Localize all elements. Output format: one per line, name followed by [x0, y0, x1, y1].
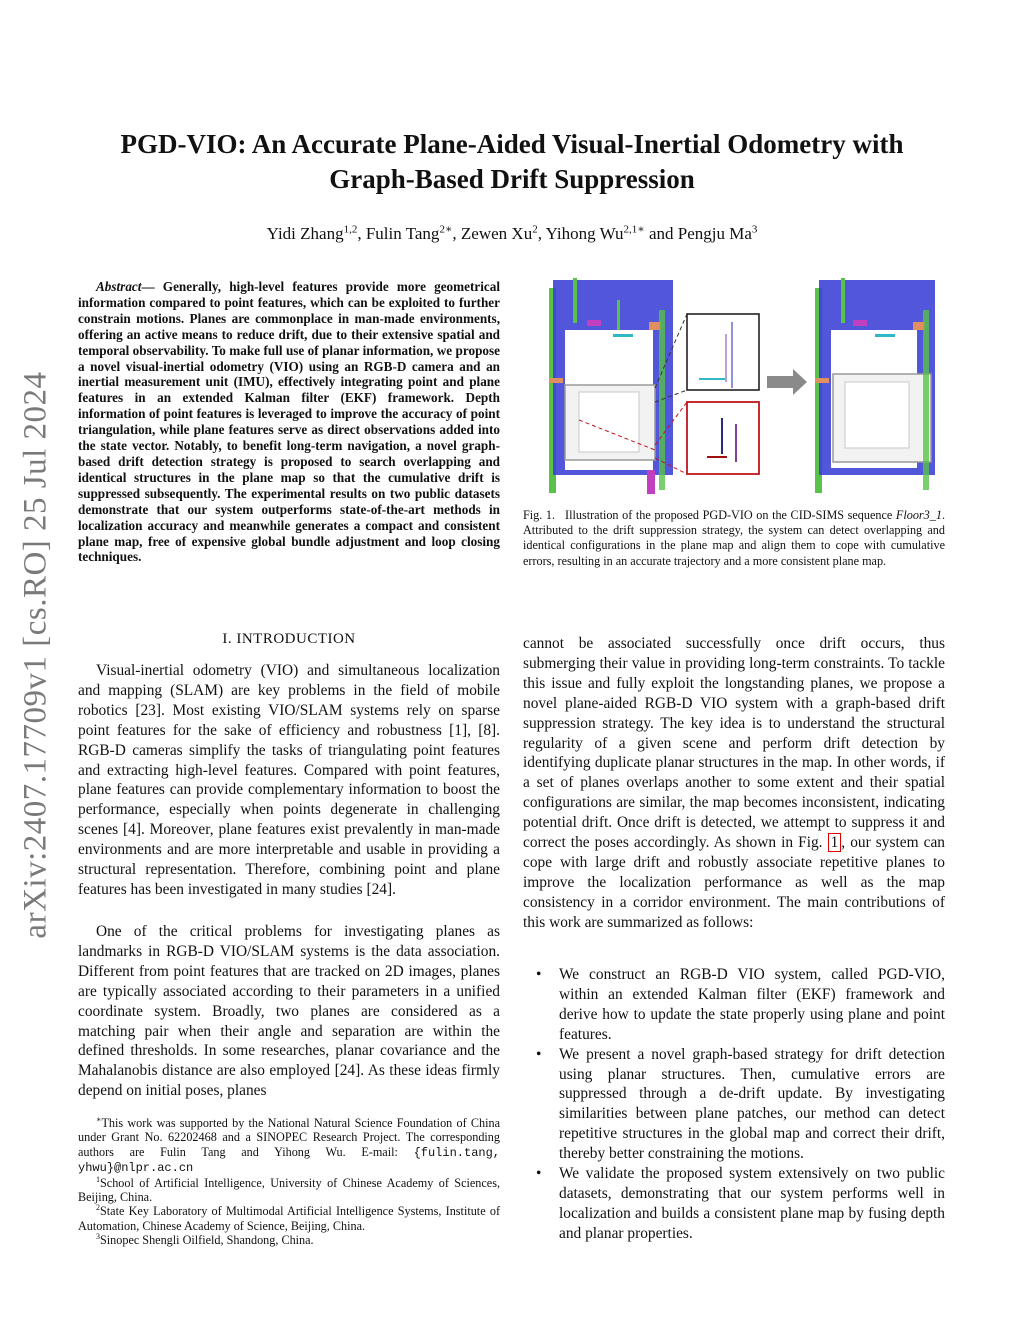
map-plane-magenta [853, 320, 867, 326]
bullet-icon: • [536, 966, 542, 983]
zoom-plane-line [731, 322, 733, 388]
map-plane-cyan [875, 334, 895, 337]
list-item [523, 965, 945, 1045]
arxiv-stamp-text: arXiv:2407.17709v1 [cs.RO] 25 Jul 2024 [17, 371, 54, 939]
map-plane-orange [815, 378, 829, 383]
figure-label: Fig. 1. [523, 508, 556, 522]
contribution-list [523, 965, 945, 1244]
author-separator: , [537, 224, 546, 243]
author-conjunction: and [644, 224, 678, 243]
bullet-icon: • [536, 1165, 542, 1183]
figure-caption-text-a: Illustration of the proposed PGD-VIO on the CID-SIMS sequence [565, 508, 896, 522]
figure-caption-text-b: . Attributed to the drift suppression strategy, the system can detect overlapping and identical configurations in the plane map and align them to cope with cumulative errors, resulting in an accurate trajectory and a more consistent plane map. [523, 508, 945, 568]
map-plane-magenta [587, 320, 601, 326]
author-affiliation: 1,2 [343, 223, 358, 236]
contribution-text: We validate the proposed system extensively on two public datasets, demonstrating that our system performs well in localization and builds a consistent plane map by fusing depth and planar properties. [559, 1165, 945, 1242]
paper-title [90, 127, 934, 197]
zoom-plane-line [725, 334, 727, 382]
intro-paragraph-3-text-a: cannot be associated successfully once drift occurs, thus submerging their value in providing long-term constraints. To tackle this issue and fully exploit the longstanding planes, we propose a novel plane-aided RGB-D VIO system with a graph-based drift suppression strategy. The key idea is to understand the structural regularity of a given scene and perform drift detection by identifying duplicate planar structures in the map. In other words, if a set of planes overlaps another to some extent and their spatial configurations are similar, the map becomes inconsistent, indicating potential drift. Once drift is detected, we attempt to suppress it and correct the poses accordingly. As shown in Fig. [523, 635, 945, 852]
transition-arrow-icon [767, 369, 807, 395]
author-name: Fulin Tang [365, 224, 440, 243]
intro-paragraph-3-text-b: , our system can cope with large drift and robustly associate repetitive planes to improve the localization performance as well as the map consistency in a corridor environment. The main contributions of this work are summarized as follows: [523, 834, 945, 931]
contribution-text: We present a novel graph-based strategy for drift detection using planar structures. Then, cumulative errors are suppressed through a de-drift update. By investigating similarities between plane patches, our method can detect repetitive structures in the global map and correct their drift, thereby better constraining the motions. [559, 1045, 945, 1163]
map-before-drift-suppression [549, 278, 673, 494]
map-wall-green [841, 278, 845, 323]
author-affiliation: 3 [751, 223, 758, 236]
map-wall-green [923, 310, 929, 490]
zoom-plane-line [721, 418, 723, 454]
abstract [78, 279, 500, 565]
footnote-affiliation-3-text: Sinopec Shengli Oilfield, Shandong, China. [100, 1233, 314, 1248]
zoom-plane-line [699, 378, 725, 380]
footnote-mark: 1 [96, 1174, 100, 1184]
list-item [523, 1164, 945, 1244]
list-item [523, 1045, 945, 1164]
figure-reference-link[interactable]: 1 [828, 833, 842, 852]
author-list [90, 224, 934, 244]
section-heading-introduction: I. INTRODUCTION [222, 631, 356, 647]
figure-caption [523, 508, 945, 569]
footnote-mark: ∗ [96, 1114, 102, 1124]
footnote-affiliation-1 [78, 1176, 500, 1205]
figure-caption-sequence: Floor3_1 [895, 508, 942, 522]
map-wall-green [617, 300, 620, 330]
footnote-funding-text: This work was supported by the National Natural Science Foundation of China under Grant No. 62202468 and a SINOPEC Research Project. The corresponding authors are Fulin Tang and Yihong Wu. E-mail: [78, 1116, 500, 1159]
author-affiliation: 2,1∗ [623, 223, 645, 236]
footnote-affiliation-1-text: School of Artificial Intelligence, University of Chinese Academy of Sciences, Beijing, China. [78, 1175, 500, 1205]
author-affiliation: 2 [532, 223, 538, 236]
footnote-mark: 2 [96, 1203, 100, 1213]
author-affiliation: 2∗ [439, 223, 453, 236]
zoom-plane-line [735, 424, 737, 462]
map-plane-orange [549, 378, 563, 383]
intro-paragraph-2: One of the critical problems for investigating planes as landmarks in RGB-D VIO/SLAM systems is the data association. Different from point features that are tracked on 2D images, planes are typically associated according to their parameters in a unified coordinate system. Broadly, two planes are considered as a matching pair when their angle and separation are within the defined thresholds. In some researches, planar covariance and the Mahalanobis distance are also employed [24]. As these ideas firmly depend on initial poses, planes [78, 923, 500, 1100]
map-after-drift-suppression [815, 278, 935, 493]
figure-plane-map [545, 270, 945, 495]
map-plane-magenta [647, 470, 655, 494]
footnote-funding [78, 1116, 500, 1176]
map-inner-room [579, 392, 639, 452]
map-inner-room [845, 382, 909, 448]
author-name: Yidi Zhang [266, 224, 344, 243]
intro-paragraph-3 [523, 634, 945, 933]
author-name: Yihong Wu [545, 224, 624, 243]
footnote-mark: 3 [96, 1232, 100, 1242]
title-line-1: PGD-VIO: An Accurate Plane-Aided Visual-Inertial Odometry with [120, 129, 904, 159]
bullet-icon: • [536, 1045, 542, 1063]
contribution-text: We construct an RGB-D VIO system, called PGD-VIO, within an extended Kalman filter (EKF) framework and derive how to update the state properly using plane and point features. [559, 966, 945, 1043]
footnote-affiliation-2 [78, 1204, 500, 1233]
arxiv-stamp [16, 360, 56, 950]
footnote-affiliation-2-text: State Key Laboratory of Multimodal Artificial Intelligence Systems, Institute of Automation, Chinese Academy of Science, Beijing, China. [78, 1204, 500, 1233]
author-name: Pengju Ma [677, 224, 752, 243]
footnote-email: {fulin.tang, yhwu}@nlpr.ac.cn [78, 1145, 500, 1176]
footnotes [78, 1116, 500, 1248]
intro-paragraph-1: Visual-inertial odometry (VIO) and simultaneous localization and mapping (SLAM) are key problems in the field of mobile robotics [23]. Most existing VIO/SLAM systems rely on sparse point features for the sake of efficiency and robustness [1], [8]. RGB-D cameras simplify the tasks of triangulating point features and extracting high-level features. Compared with point features, plane features can provide complementary information to boost the performance, especially when points degenerate in challenging scenes [4]. Moreover, plane features exist prevalently in man-made environments and are more interpretable and usable in providing a structural representation. Therefore, combining point and plane features has been investigated in many studies [24]. [78, 662, 500, 898]
zoom-plane-line [707, 456, 727, 458]
footnote-affiliation-3 [78, 1233, 500, 1247]
abstract-text: — Generally, high-level features provide more geometrical information compared to point features, which can be exploited to further constrain motions. Planes are commonplace in man-made environments, offering an active means to reduce drift, due to their extensive spatial and temporal observability. To make full use of planar information, we propose a novel visual-inertial odometry (VIO) using an RGB-D camera and an inertial measurement unit (IMU), effectively integrating point and plane features in an extended Kalman filter (EKF) framework. Depth information of point features is leveraged to improve the accuracy of point triangulation, while plane features serve as direct observations added into the state vector. Notably, to benefit long-term navigation, a novel graph-based drift detection strategy is proposed to search overlapping and identical structures in the plane map so that the cumulative drift is suppressed subsequently. The experimental results on two public datasets demonstrate that our system outperforms state-of-the-art methods in localization accuracy and meanwhile generates a compact and consistent plane map, free of expensive global bundle adjustment and loop closing techniques. [78, 279, 500, 565]
map-wall-green [573, 278, 577, 323]
title-line-2: Graph-Based Drift Suppression [329, 164, 695, 194]
author-separator: , [452, 224, 461, 243]
author-name: Zewen Xu [460, 224, 533, 243]
map-plane-cyan [613, 334, 633, 337]
abstract-label: Abstract [96, 279, 142, 294]
author-separator: , [357, 224, 366, 243]
